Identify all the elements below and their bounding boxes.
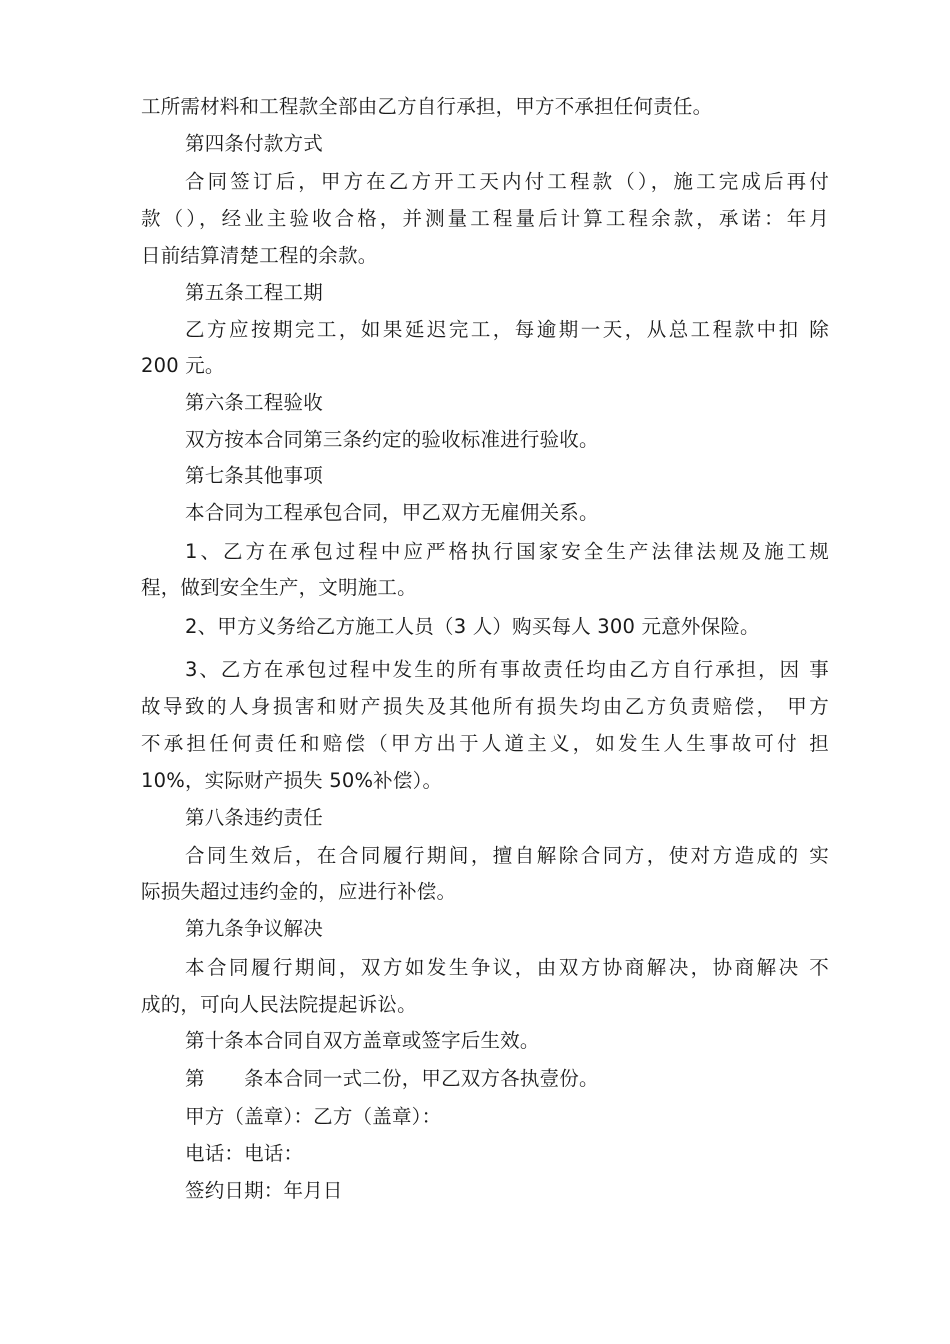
text-line: 故导致的人身损害和财产损失及其他所有损失均由乙方负责赔偿， 甲方 — [141, 695, 829, 718]
text-line: 本合同为工程承包合同，甲乙双方无雇佣关系。 — [185, 501, 599, 524]
text-line: 合同生效后，在合同履行期间，擅自解除合同方，使对方造成的 实 — [185, 844, 829, 867]
text-line: 成的，可向人民法院提起诉讼。 — [141, 993, 417, 1016]
text-line: 乙方应按期完工，如果延迟完工，每逾期一天，从总工程款中扣 除 — [185, 318, 829, 341]
signing-date-label: 签约日期：年月日 — [185, 1179, 343, 1202]
text-line: 不承担任何责任和赔偿（甲方出于人道主义，如发生人生事故可付 担 — [141, 732, 829, 755]
text-line: 双方按本合同第三条约定的验收标准进行验收。 — [185, 428, 599, 451]
section-heading: 第九条争议解决 — [185, 917, 323, 940]
text-line: 工所需材料和工程款全部由乙方自行承担，甲方不承担任何责任。 — [141, 95, 713, 118]
section-heading: 第十条本合同自双方盖章或签字后生效。 — [185, 1029, 540, 1052]
text-line: 本合同履行期间，双方如发生争议，由双方协商解决，协商解决 不 — [185, 956, 829, 979]
signature-party-labels: 甲方（盖章）：乙方（盖章）： — [185, 1105, 442, 1128]
phone-labels: 电话：电话： — [185, 1142, 304, 1165]
text-line: 款（），经业主验收合格，并测量工程量后计算工程余款，承诺：年月 — [141, 207, 829, 230]
section-heading: 第七条其他事项 — [185, 464, 323, 487]
text-line: 第 条本合同一式二份，甲乙双方各执壹份。 — [185, 1067, 599, 1090]
text-line: 程，做到安全生产，文明施工。 — [141, 576, 417, 599]
section-heading: 第四条付款方式 — [185, 132, 323, 155]
section-heading: 第六条工程验收 — [185, 391, 323, 414]
text-line: 际损失超过违约金的，应进行补偿。 — [141, 880, 457, 903]
text-line: 日前结算清楚工程的余款。 — [141, 244, 378, 267]
text-line: 3、乙方在承包过程中发生的所有事故责任均由乙方自行承担，因 事 — [185, 658, 829, 681]
text-line: 1、乙方在承包过程中应严格执行国家安全生产法律法规及施工规 — [185, 540, 829, 563]
section-heading: 第八条违约责任 — [185, 806, 323, 829]
text-line: 10%，实际财产损失 50%补偿）。 — [141, 769, 443, 792]
text-line: 合同签订后，甲方在乙方开工天内付工程款（），施工完成后再付 — [185, 170, 829, 193]
text-line: 2、甲方义务给乙方施工人员（3 人）购买每人 300 元意外保险。 — [185, 615, 760, 638]
text-line: 200 元。 — [141, 354, 225, 377]
section-heading: 第五条工程工期 — [185, 281, 323, 304]
